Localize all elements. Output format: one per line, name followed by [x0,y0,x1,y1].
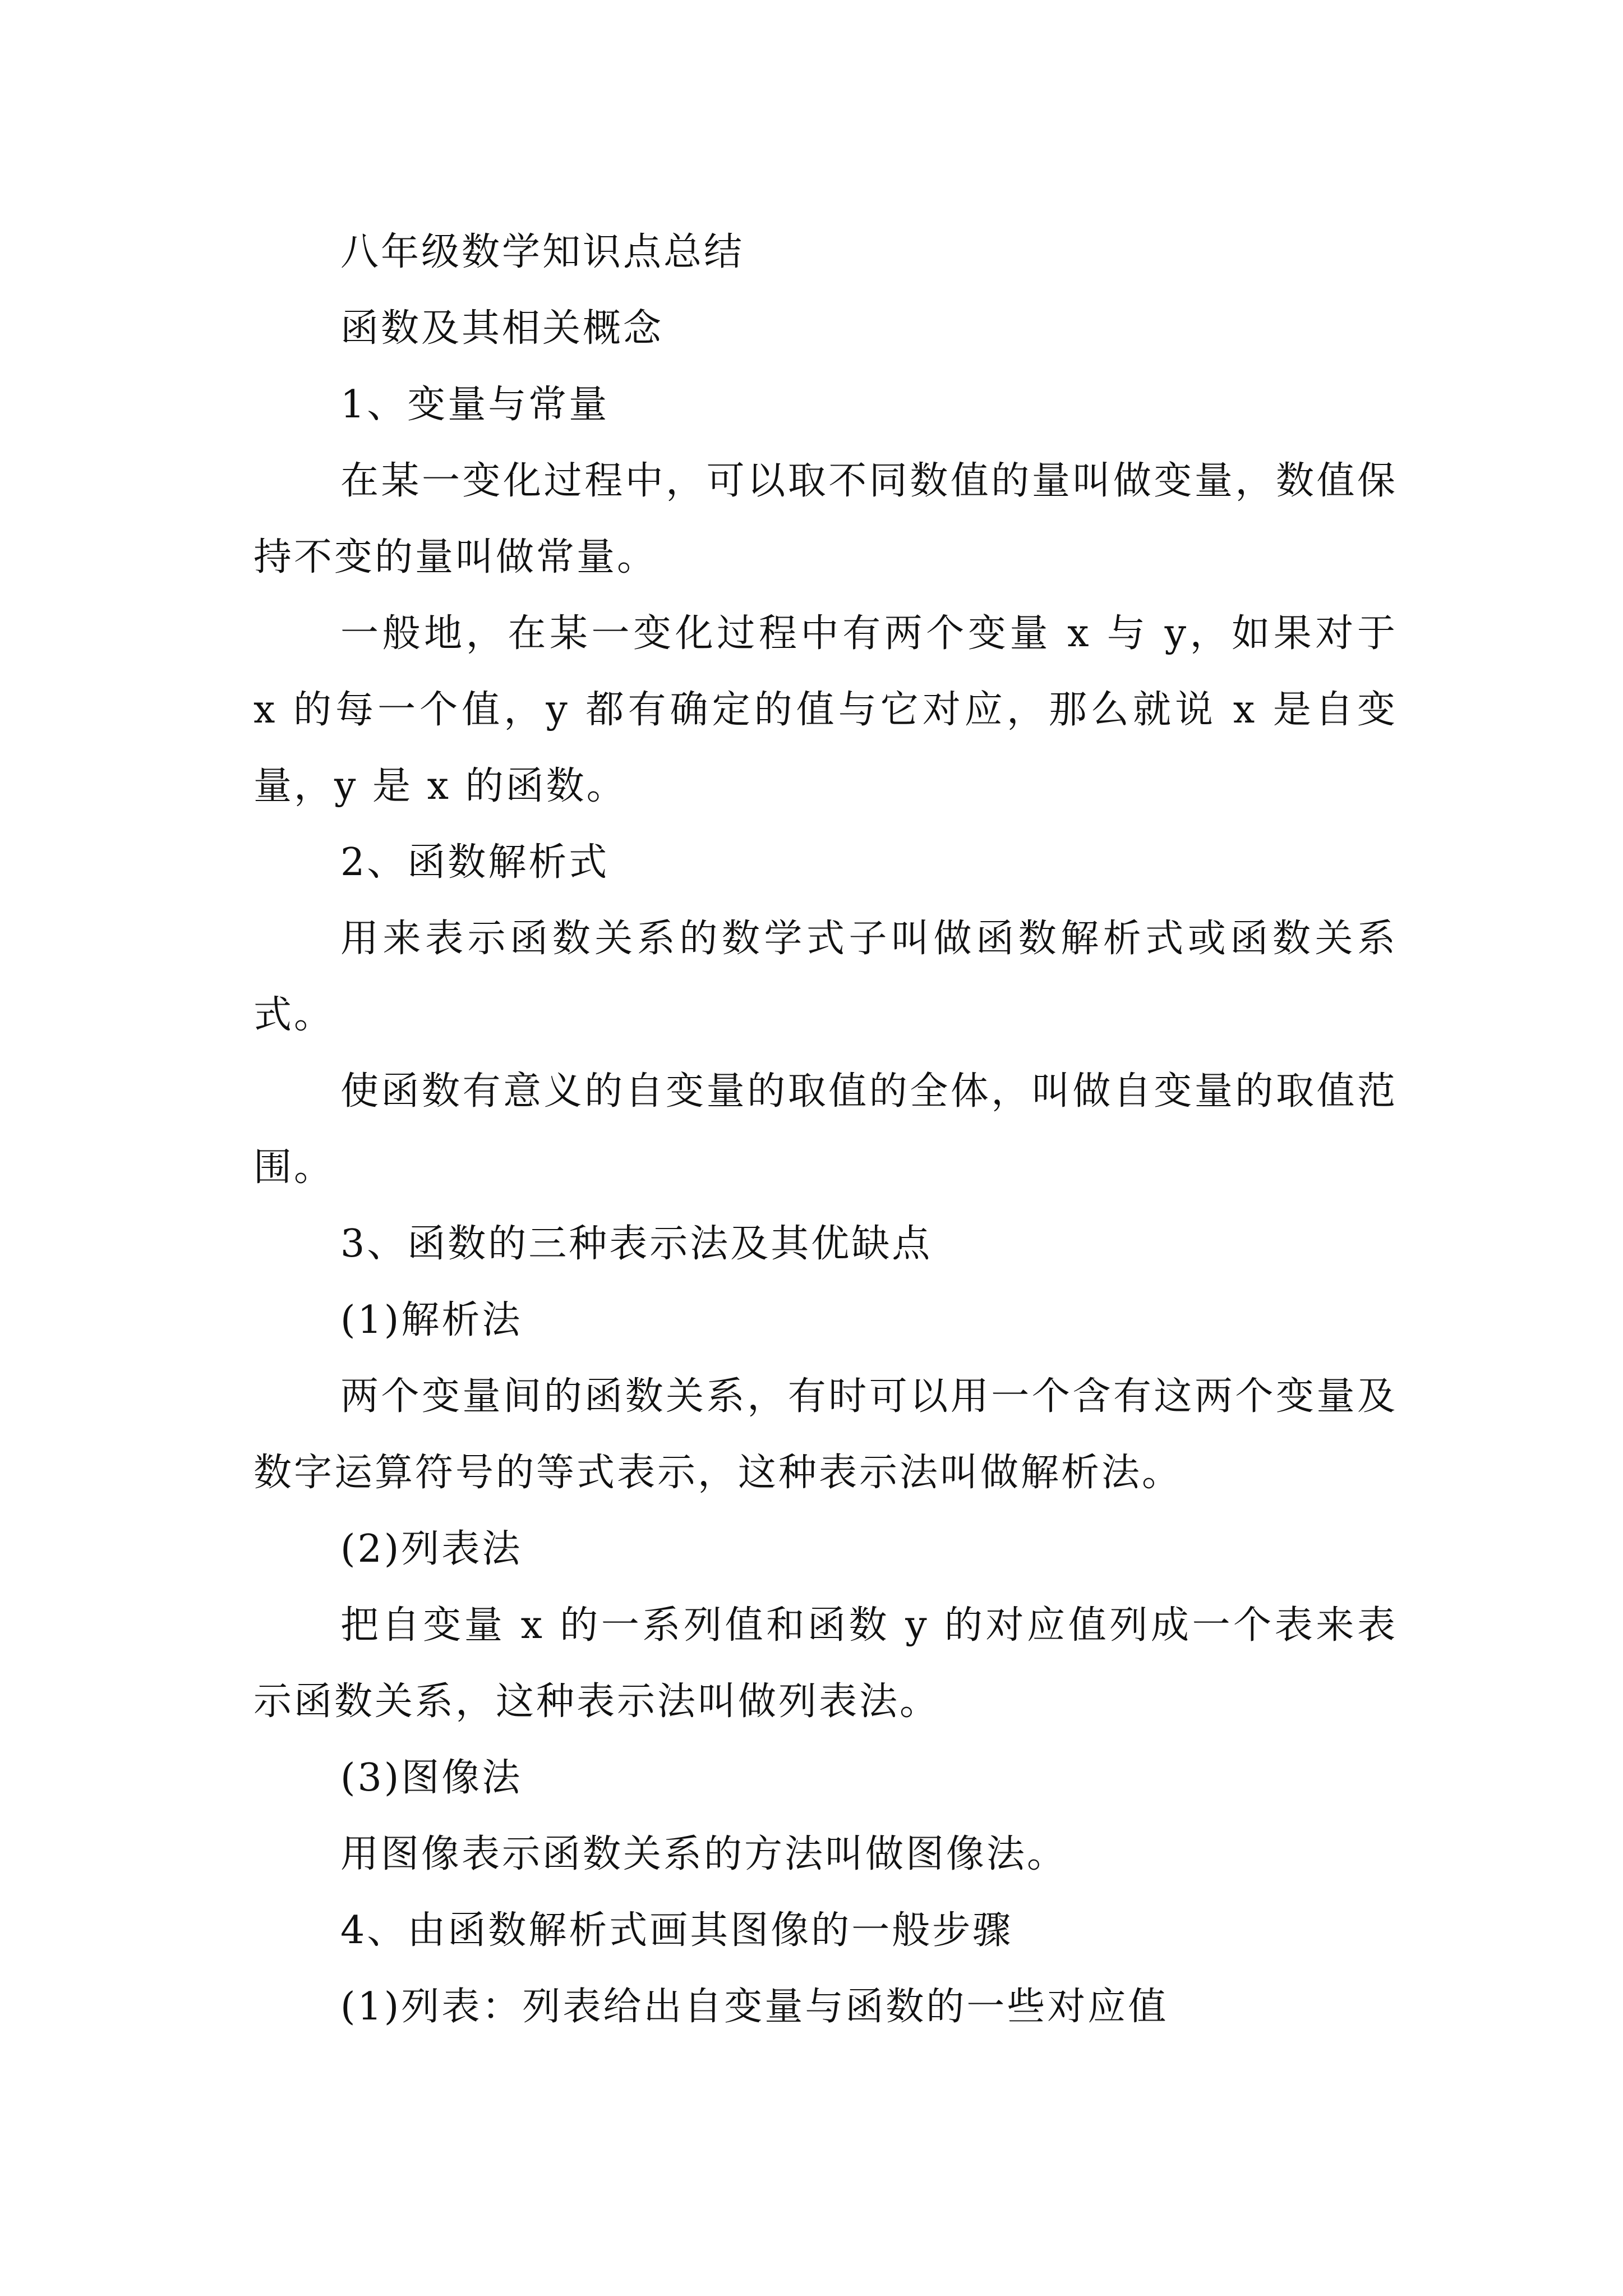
subsection-heading: 3、函数的三种表示法及其优缺点 [340,1222,933,1266]
section-heading: 函数及其相关概念 [340,306,664,351]
list-heading: (2)列表法 [340,1527,523,1571]
document-title: 八年级数学知识点总结 [340,230,745,274]
list-heading: (1)解析法 [340,1298,523,1342]
paragraph: 把自变量 x 的一系列值和函数 y 的对应值列成一个表来表示函数关系，这种表示法叫做列表法。 [253,1603,1398,1724]
paragraph: 一般地，在某一变化过程中有两个变量 x 与 y，如果对于 x 的每一个值，y 都有确定的值与它对应，那么就说 x 是自变量，y 是 x 的函数。 [253,611,1398,808]
subsection-heading: 1、变量与常量 [340,383,610,427]
paragraph: 用来表示函数关系的数学式子叫做函数解析式或函数关系式。 [253,917,1398,1037]
paragraph: 两个变量间的函数关系，有时可以用一个含有这两个变量及数字运算符号的等式表示，这种表示法叫做解析法。 [253,1374,1398,1495]
subsection-heading: 4、由函数解析式画其图像的一般步骤 [340,1908,1013,1953]
paragraph: 用图像表示函数关系的方法叫做图像法。 [340,1832,1068,1876]
paragraph: 使函数有意义的自变量的取值的全体，叫做自变量的取值范围。 [253,1069,1398,1190]
paragraph: 在某一变化过程中，可以取不同数值的量叫做变量，数值保持不变的量叫做常量。 [253,459,1398,579]
list-item: (1)列表：列表给出自变量与函数的一些对应值 [340,1985,1169,2029]
subsection-heading: 2、函数解析式 [340,840,610,885]
document-body [253,214,1398,2045]
list-heading: (3)图像法 [340,1756,523,1800]
